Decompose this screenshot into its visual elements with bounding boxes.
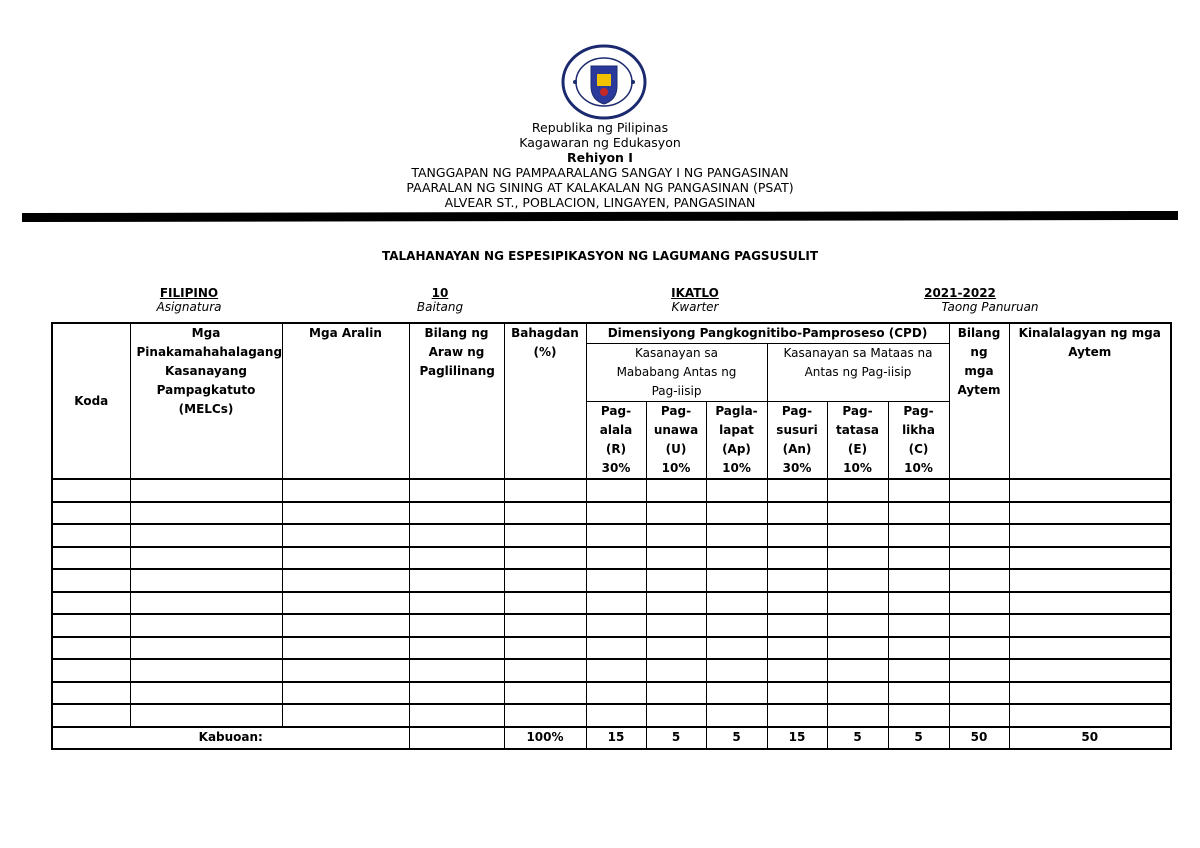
total-araw xyxy=(409,727,504,749)
header-aralin: Mga Aralin xyxy=(282,323,409,479)
meta-kwarter xyxy=(645,286,745,314)
table-row xyxy=(52,547,1171,570)
total-bahagdan: 100% xyxy=(504,727,586,749)
total-bilang: 50 xyxy=(949,727,1009,749)
header-address: ALVEAR ST., POBLACION, LINGAYEN, PANGASINAN xyxy=(444,195,756,210)
header-division: TANGGAPAN NG PAMPAARALANG SANGAY I NG PANGASINAN xyxy=(411,165,789,180)
page-title: TALAHANAYAN NG ESPESIPIKASYON NG LAGUMANG PAGSUSULIT xyxy=(381,249,818,263)
total-label: Kabuoan: xyxy=(52,727,409,749)
meta-taon-label: Taong Panuruan xyxy=(941,300,1039,314)
header-school: PAARALAN NG SINING AT KALAKALAN NG PANGASINAN (PSAT) xyxy=(406,180,794,195)
meta-kwarter-value: IKATLO xyxy=(671,286,719,300)
header-koda: Koda xyxy=(52,323,130,479)
meta-baitang-value: 10 xyxy=(431,286,449,300)
total-u: 5 xyxy=(646,727,706,749)
meta-baitang xyxy=(395,286,485,314)
header-cpd: Dimensiyong Pangkognitibo-Pamproseso (CPD) xyxy=(586,323,949,344)
total-r: 15 xyxy=(586,727,646,749)
level-paglalapat: Pagla- lapat (Ap) 10% xyxy=(706,402,767,480)
meta-asignatura-value: FILIPINO xyxy=(159,286,219,300)
table-row xyxy=(52,592,1171,615)
header-republic: Republika ng Pilipinas xyxy=(531,120,669,135)
meta-asignatura xyxy=(129,286,249,314)
total-e: 5 xyxy=(827,727,888,749)
deped-seal xyxy=(561,44,647,120)
table-row xyxy=(52,524,1171,547)
meta-taon xyxy=(880,286,1040,314)
header-araw: Bilang ng Araw ng Paglilinang xyxy=(409,323,504,479)
total-an: 15 xyxy=(767,727,827,749)
level-tatasa: Pag- tatasa (E) 10% xyxy=(827,402,888,480)
total-ap: 5 xyxy=(706,727,767,749)
meta-kwarter-label: Kwarter xyxy=(671,300,719,314)
header-divider xyxy=(22,211,1178,222)
table-row xyxy=(52,479,1171,502)
level-susuri: Pag- susuri (An) 30% xyxy=(767,402,827,480)
total-row xyxy=(52,727,1171,749)
header-melcs: Mga Pinakamahahalagang Kasanayang Pampagkatuto (MELCs) xyxy=(130,323,282,479)
specification-table xyxy=(51,322,1172,750)
header-department: Kagawaran ng Edukasyon xyxy=(519,135,681,150)
table-row xyxy=(52,682,1171,705)
header-kinalalagyan: Kinalalagyan ng mga Aytem xyxy=(1009,323,1171,479)
level-unawa: Pag- unawa (U) 10% xyxy=(646,402,706,480)
header-bahagdan: Bahagdan (%) xyxy=(504,323,586,479)
total-c: 5 xyxy=(888,727,949,749)
header-bilang: Bilang ng mga Aytem xyxy=(949,323,1009,479)
header-mababang-antas: Kasanayan sa Mababang Antas ng Pag-iisip xyxy=(586,344,767,402)
meta-baitang-label: Baitang xyxy=(416,300,464,314)
table-row xyxy=(52,637,1171,660)
meta-asignatura-label: Asignatura xyxy=(156,300,222,314)
table-row xyxy=(52,659,1171,682)
table-row xyxy=(52,614,1171,637)
level-alala: Pag- alala (R) 30% xyxy=(586,402,646,480)
header-mataas-na-antas: Kasanayan sa Mataas na Antas ng Pag-iisip xyxy=(767,344,949,402)
meta-taon-value: 2021-2022 xyxy=(924,286,996,300)
table-row xyxy=(52,704,1171,727)
table-row xyxy=(52,502,1171,525)
header-region: Rehiyon I xyxy=(567,150,633,165)
level-likha: Pag- likha (C) 10% xyxy=(888,402,949,480)
table-row xyxy=(52,569,1171,592)
total-kinalalagyan: 50 xyxy=(1009,727,1171,749)
